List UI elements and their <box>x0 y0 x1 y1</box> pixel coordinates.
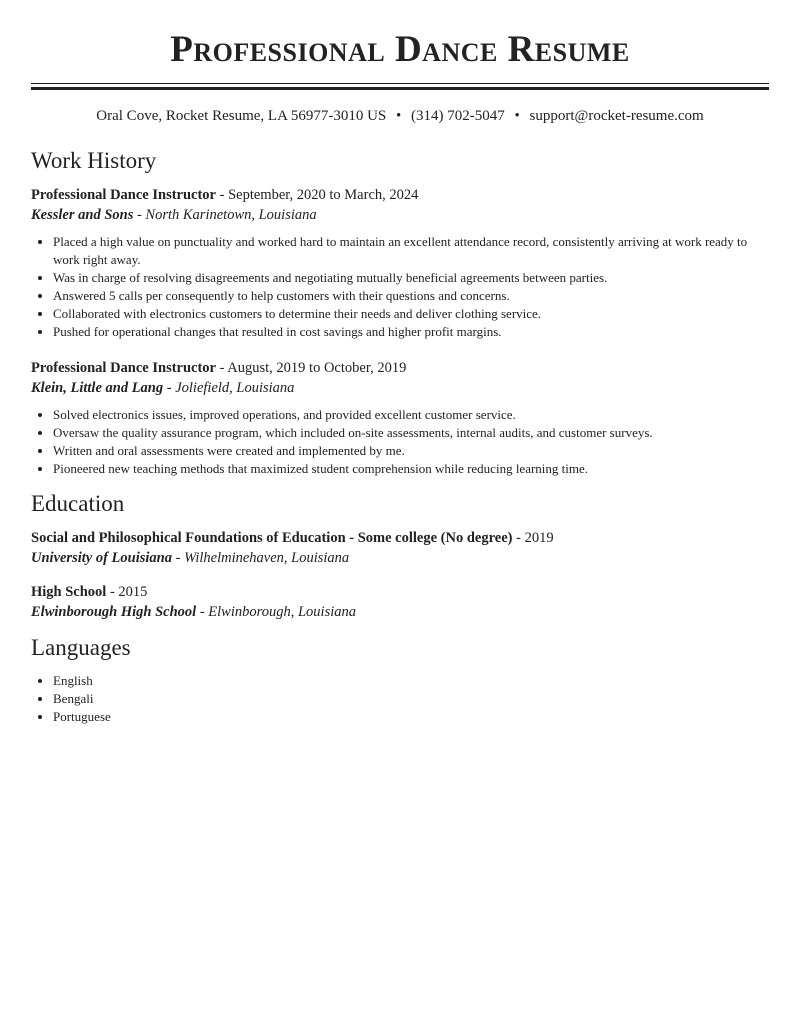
education-year: - 2019 <box>512 530 554 546</box>
education-school: Elwinborough High School <box>31 604 197 620</box>
job-duty: • Solved electronics issues, improved operations, and provided excellent customer service. <box>53 406 769 424</box>
languages-heading: Languages <box>31 635 131 660</box>
job-location: - North Karinetown, Louisiana <box>133 207 317 223</box>
education-degree: Social and Philosophical Foundations of Education - Some college (No degree) <box>31 530 513 546</box>
language-item: • Portuguese <box>53 708 769 726</box>
job-duties-list <box>31 233 769 341</box>
job-location: - Joliefield, Louisiana <box>163 380 295 396</box>
contact-separator: • <box>396 108 402 124</box>
job-duty: • Placed a high value on punctuality and worked hard to maintain an excellent attendance record, consistently arriving at work ready to work right away. <box>53 233 769 269</box>
education-location: - Elwinborough, Louisiana <box>196 604 356 620</box>
job-title: Professional Dance Instructor <box>31 187 216 203</box>
job-duty: • Written and oral assessments were created and implemented by me. <box>53 442 769 460</box>
job-entry <box>31 185 769 341</box>
education-heading: Education <box>31 491 125 516</box>
language-item: • Bengali <box>53 690 769 708</box>
education-year: - 2015 <box>106 584 148 600</box>
contact-phone: (314) 702-5047 <box>411 108 505 124</box>
title-divider-thin <box>31 83 769 84</box>
education-degree: High School <box>31 584 107 600</box>
job-duty: • Pushed for operational changes that resulted in cost savings and higher profit margins. <box>53 323 769 341</box>
job-company: Klein, Little and Lang <box>31 380 164 396</box>
education-school: University of Louisiana <box>31 550 172 566</box>
job-company: Kessler and Sons <box>31 207 134 223</box>
job-entry <box>31 358 769 478</box>
education-degree-line <box>31 528 769 548</box>
education-entry <box>31 528 769 568</box>
title-divider-thick <box>31 87 769 90</box>
education-degree-line <box>31 582 769 602</box>
job-duty: • Answered 5 calls per consequently to help customers with their questions and concerns. <box>53 287 769 305</box>
education-entry <box>31 582 769 622</box>
job-duty: • Pioneered new teaching methods that maximized student comprehension while reducing learning time. <box>53 460 769 478</box>
job-title-line <box>31 358 769 378</box>
education-school-line <box>31 602 769 622</box>
language-item: • English <box>53 672 769 690</box>
education-school-line <box>31 548 769 568</box>
job-title: Professional Dance Instructor <box>31 360 216 376</box>
contact-address: Oral Cove, Rocket Resume, LA 56977-3010 US <box>96 108 387 124</box>
job-company-line <box>31 205 769 225</box>
job-duty: • Collaborated with electronics customers to determine their needs and deliver clothing service. <box>53 305 769 323</box>
job-dates: - August, 2019 to October, 2019 <box>216 360 407 376</box>
job-dates: - September, 2020 to March, 2024 <box>216 187 419 203</box>
languages-list <box>31 672 769 726</box>
job-title-line <box>31 185 769 205</box>
page-title: Professional Dance Resume <box>170 29 630 70</box>
contact-line <box>31 106 769 126</box>
contact-email: support@rocket-resume.com <box>529 108 704 124</box>
job-duties-list <box>31 406 769 478</box>
job-company-line <box>31 378 769 398</box>
work-history-heading: Work History <box>31 148 157 173</box>
education-location: - Wilhelminehaven, Louisiana <box>171 550 350 566</box>
job-duty: • Was in charge of resolving disagreements and negotiating mutually beneficial agreements between parties. <box>53 269 769 287</box>
job-duty: • Oversaw the quality assurance program, which included on-site assessments, internal audits, and customer surveys. <box>53 424 769 442</box>
contact-separator: • <box>514 108 520 124</box>
